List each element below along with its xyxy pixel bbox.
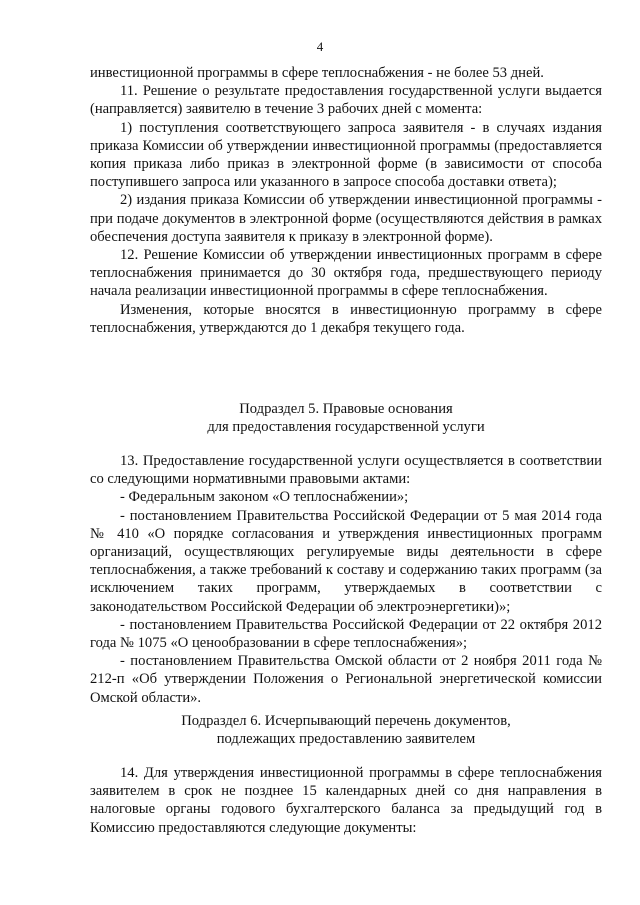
page-number: 4 <box>316 39 324 54</box>
paragraph-11-item-1: 1) поступления соответствующего запроса заявителя - в случаях издания приказа Комиссии об утверждении инвестиционной программы (предоставляется копия приказа либо приказ в электронной форме (в зависимости от способа поступившего запроса или указанного в запросе способа доставки ответа); <box>90 119 602 191</box>
legal-act-3: - постановлением Правительства Российской Федерации от 22 октября 2012 года № 1075 «О ценообразовании в сфере теплоснабжения»; <box>90 616 602 652</box>
section-upper <box>90 64 602 337</box>
paragraph-12-changes: Изменения, которые вносятся в инвестиционную программу в сфере теплоснабжения, утверждаются до 1 декабря текущего года. <box>90 301 602 336</box>
subsection-6-subtitle: подлежащих предоставлению заявителем <box>216 731 476 748</box>
subsection-5-heading <box>90 400 602 436</box>
paragraph-14: 14. Для утверждения инвестиционной программы в сфере теплоснабжения заявителем в срок не позднее 15 календарных дней со дня направления в налоговые органы годового бухгалтерского баланса за предыдущий год в Комиссию предоставляются следующие документы: <box>90 765 602 836</box>
subsection-6-heading <box>90 712 602 748</box>
section-documents <box>90 764 602 837</box>
legal-act-1: - Федеральным законом «О теплоснабжении»; <box>120 489 409 506</box>
subsection-6-title: Подраздел 6. Исчерпывающий перечень документов, <box>181 713 511 729</box>
paragraph-13: 13. Предоставление государственной услуги осуществляется в соответствии со следующими нормативными правовыми актами: <box>90 453 602 488</box>
paragraph-12: 12. Решение Комиссии об утверждении инвестиционных программ в сфере теплоснабжения принимается до 30 октября года, предшествующего периоду начала реализации инвестиционной программы в сфере теплоснабжения. <box>90 247 602 300</box>
subsection-5-subtitle: для предоставления государственной услуги <box>207 419 485 436</box>
paragraph-11: 11. Решение о результате предоставления государственной услуги выдается (направляется) заявителю в течение 3 рабочих дней с момента: <box>90 83 602 118</box>
section-legal <box>90 452 602 707</box>
legal-act-4: - постановлением Правительства Омской области от 2 ноября 2011 года № 212-п «Об утверждении Положения о Региональной энергетической комиссии Омской области». <box>90 653 602 706</box>
paragraph-11-item-2: 2) издания приказа Комиссии об утверждении инвестиционной программы - при подаче документов в электронной форме (осуществляются действия в рамках обеспечения доступа заявителя к приказу в электронной форме). <box>90 192 602 245</box>
paragraph-continuation: инвестиционной программы в сфере теплоснабжения - не более 53 дней. <box>90 65 544 81</box>
legal-act-2: - постановлением Правительства Российской Федерации от 5 мая 2014 года № 410 «О порядке согласования и утверждения инвестиционных программ организаций, осуществляющих регулируемые виды деятельности в сфере теплоснабжения, а также требований к составу и содержанию таких программ (за исключением таких программ, утверждаемых в соответствии с законодательством Российской Федерации об электроэнергетики)»; <box>90 507 602 615</box>
subsection-5-title: Подраздел 5. Правовые основания <box>239 401 453 417</box>
